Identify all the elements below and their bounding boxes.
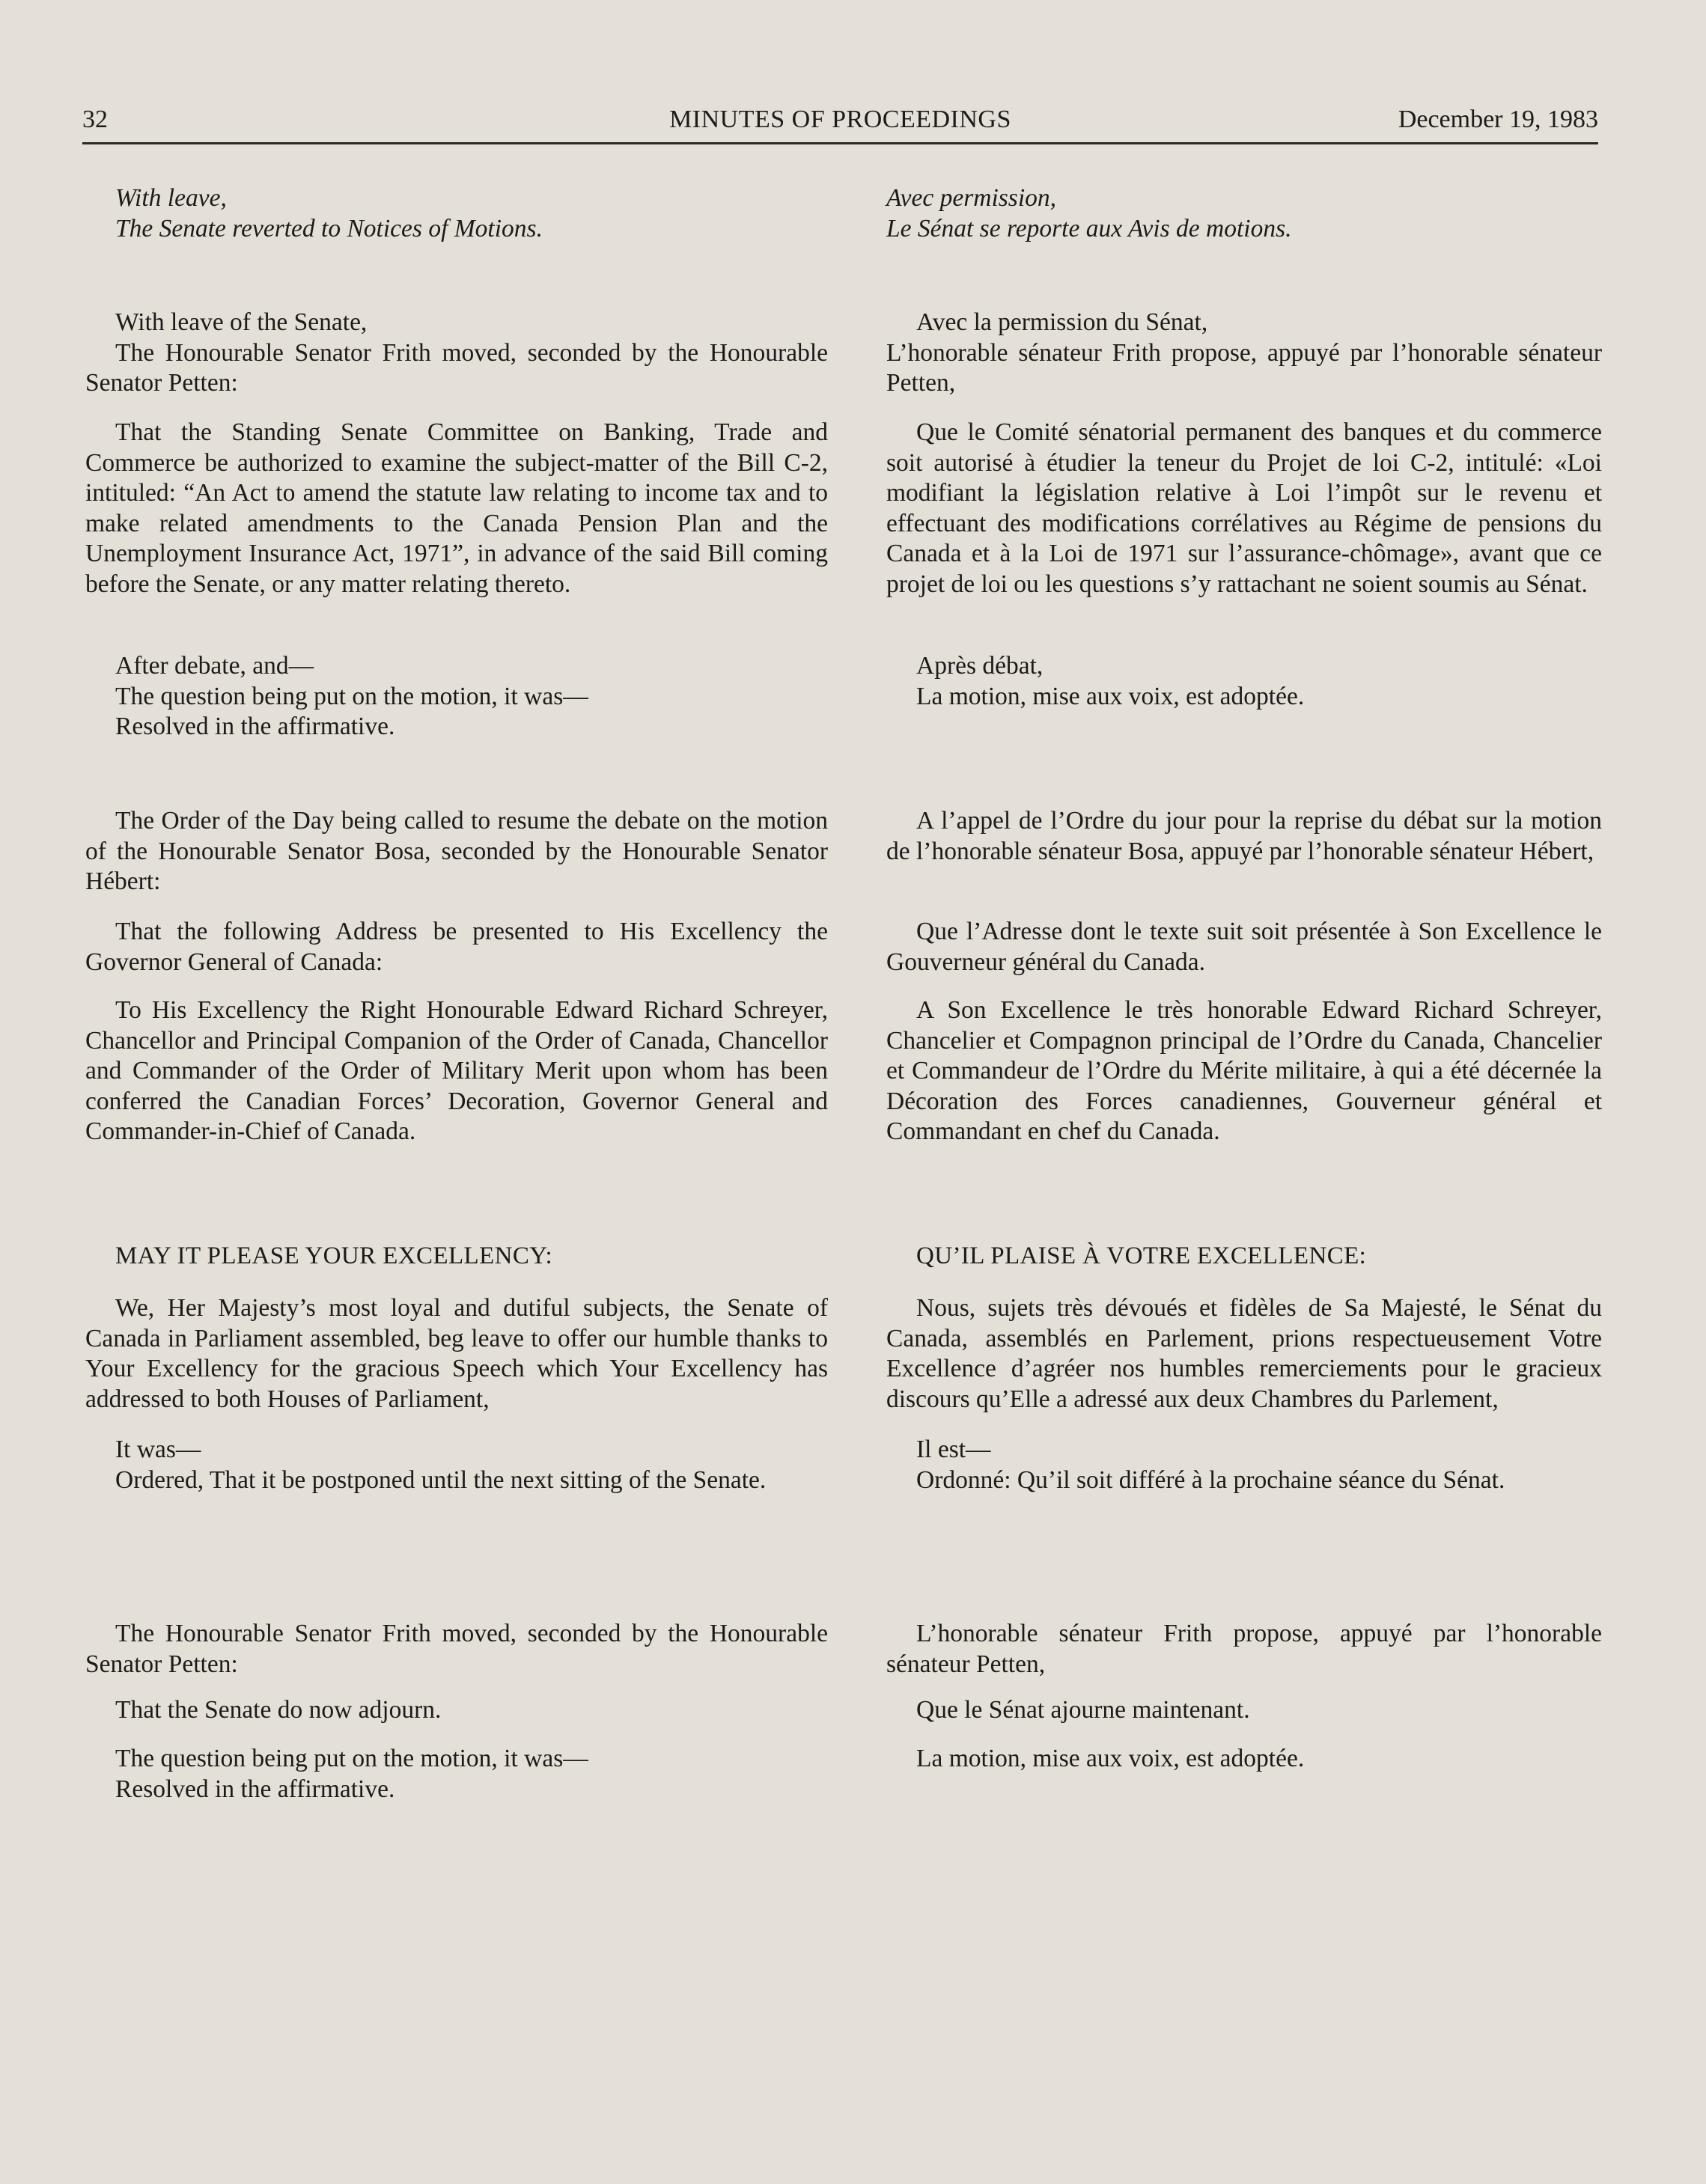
address-recipient-fr: A Son Excellence le très honorable Edward Richard Schreyer, Chancelier et Compagnon principal de l’Ordre du Canada, Chancelier et Commandeur de l’Ordre du Mérite militaire, à qui a été décernée la Décoration des Forces canadiennes, Gouverneur général et Commandant en chef du Canada.: [886, 996, 1602, 1146]
adjourn-motion-intro: The Honourable Senator Frith moved, seconded by the Honourable Senator Petten:: [85, 1620, 828, 1678]
leave-note: With leave, The Senate reverted to Notices of Motions.: [115, 184, 543, 243]
address-body: We, Her Majesty’s most loyal and dutiful subjects, the Senate of Canada in Parliament assembled, beg leave to offer our humble thanks to Your Excellency for the gracious Speech which Your Excellency has addressed to both Houses of Parliament,: [85, 1294, 828, 1413]
address-intro: That the following Address be presented to His Excellency the Governor General of Canada:: [85, 918, 828, 976]
adjourn-motion-text-fr: Que le Sénat ajourne maintenant.: [916, 1696, 1250, 1724]
running-title: MINUTES OF PROCEEDINGS: [669, 106, 1011, 133]
adjourn-motion-text: That the Senate do now adjourn.: [115, 1696, 442, 1724]
motion-text: That the Standing Senate Committee on Banking, Trade and Commerce be authorized to examine the subject-matter of the Bill C-2, intituled: “An Act to amend the statute law relating to income tax and to make related amendments to the Canada Pension Plan and the Unemployment Insurance Act, 1971”, in advance of the said Bill coming before the Senate, or any matter relating thereto.: [85, 418, 828, 598]
address-body-fr: Nous, sujets très dévoués et fidèles de Sa Majesté, le Sénat du Canada, assemblés en Parlement, prions respectueusement Votre Excellence d’agréer nos humbles remerciements pour le gracieux discours qu’Elle a adressé aux deux Chambres du Parlement,: [886, 1294, 1602, 1413]
motion-text-fr: Que le Comité sénatorial permanent des banques et du commerce soit autorisé à étudier la teneur du Projet de loi C-2, intitulé: «Loi modifiant la législation relative à Loi l’impôt sur le revenu et effectuant des modifications corrélatives au Régime de pensions du Canada et à la Loi de 1971 sur l’assurance-chômage», avant que ce projet de loi ou les questions s’y rattachant ne soient soumis au Sénat.: [886, 418, 1602, 598]
motion-intro: With leave of the Senate, The Honourable Senator Frith moved, seconded by the Honourable Senator Petten:: [85, 308, 828, 397]
adjourn-result: The question being put on the motion, it was— Resolved in the affirmative.: [115, 1745, 588, 1803]
address-heading-fr: QU’IL PLAISE À VOTRE EXCELLENCE:: [916, 1242, 1367, 1269]
adjourn-result-fr: La motion, mise aux voix, est adoptée.: [916, 1745, 1305, 1772]
order-of-day: The Order of the Day being called to resume the debate on the motion of the Honourable Senator Bosa, seconded by the Honourable Senator Hébert:: [85, 807, 828, 896]
debate-result-fr: Après débat, La motion, mise aux voix, est adoptée.: [916, 652, 1305, 710]
leave-note-fr: Avec permission, Le Sénat se reporte aux Avis de motions.: [886, 184, 1292, 243]
order-of-day-fr: A l’appel de l’Ordre du jour pour la reprise du débat sur la motion de l’honorable sénateur Bosa, appuyé par l’honorable sénateur Hébert,: [886, 807, 1602, 865]
adjourn-motion-intro-fr: L’honorable sénateur Frith propose, appuyé par l’honorable sénateur Petten,: [886, 1620, 1602, 1678]
header-date: December 19, 1983: [1398, 106, 1598, 133]
page-header: [82, 103, 1598, 144]
address-heading: MAY IT PLEASE YOUR EXCELLENCY:: [115, 1242, 553, 1269]
order-result: It was— Ordered, That it be postponed until the next sitting of the Senate.: [115, 1436, 767, 1494]
address-recipient: To His Excellency the Right Honourable Edward Richard Schreyer, Chancellor and Principal Companion of the Order of Canada, Chancellor and Commander of the Order of Military Merit upon whom has been conferred the Canadian Forces’ Decoration, Governor General and Commander-in-Chief of Canada.: [85, 996, 828, 1146]
motion-intro-fr: Avec la permission du Sénat, L’honorable sénateur Frith propose, appuyé par l’honorable sénateur Petten,: [886, 308, 1602, 397]
page-number: 32: [82, 106, 108, 133]
address-intro-fr: Que l’Adresse dont le texte suit soit présentée à Son Excellence le Gouverneur général du Canada.: [886, 918, 1602, 976]
order-result-fr: Il est— Ordonné: Qu’il soit différé à la prochaine séance du Sénat.: [916, 1436, 1505, 1494]
debate-result: After debate, and— The question being put on the motion, it was— Resolved in the affirmative.: [115, 652, 588, 741]
